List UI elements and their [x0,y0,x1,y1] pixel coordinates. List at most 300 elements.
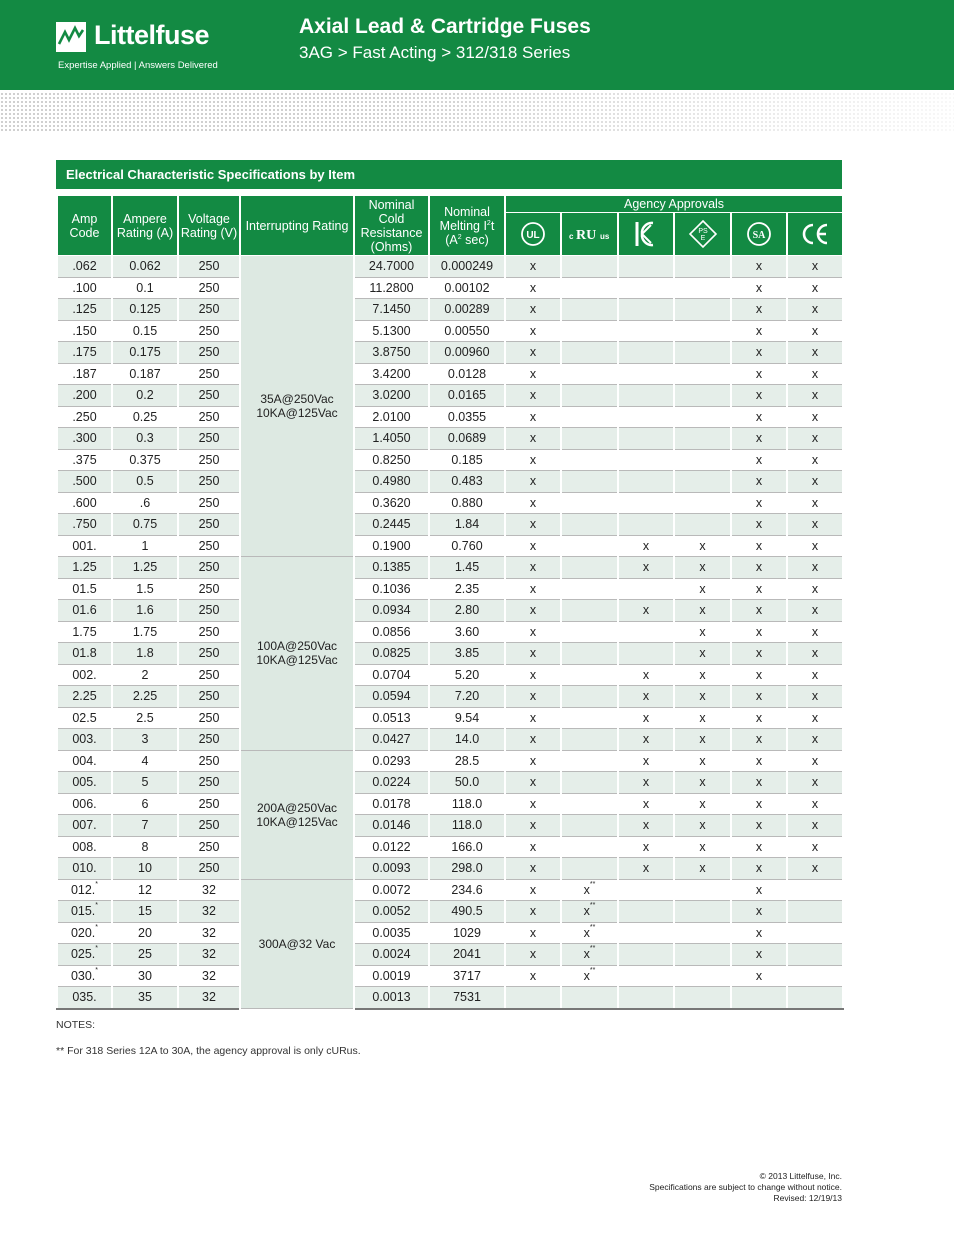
cell-agency-ce: x [787,621,843,643]
cell-agency-pse [674,256,731,278]
table-row [57,815,843,837]
cell-resistance: 0.0122 [354,836,429,858]
cell-agency-cur-us [561,858,618,880]
cell-voltage-rating: 250 [178,363,240,385]
cell-agency-cur-us [561,664,618,686]
cell-agency-pse: x [674,772,731,794]
cell-agency-ce: x [787,772,843,794]
brand-tagline: Expertise Applied | Answers Delivered [58,60,218,71]
littelfuse-mark-icon [56,22,86,52]
cell-resistance: 0.1385 [354,557,429,579]
cell-agency-pse: x [674,600,731,622]
cell-agency-ce: x [787,578,843,600]
cell-agency-ce: x [787,514,843,536]
cell-melting-i2t: 0.0128 [429,363,505,385]
svg-text:c: c [568,232,573,241]
table-row [57,686,843,708]
cell-agency-csa: x [731,363,787,385]
cell-melting-i2t: 3.85 [429,643,505,665]
cell-agency-ce: x [787,750,843,772]
cell-amp-code: 002. [57,664,112,686]
cell-amp-code: 01.5 [57,578,112,600]
cell-agency-ce: x [787,836,843,858]
cell-melting-i2t: 0.00550 [429,320,505,342]
cell-agency-kc [618,987,674,1009]
cell-ampere-rating: 5 [112,772,178,794]
cell-resistance: 0.0594 [354,686,429,708]
cell-melting-i2t: 234.6 [429,879,505,901]
cell-agency-ce: x [787,320,843,342]
cell-agency-csa: x [731,965,787,987]
cell-amp-code: .125 [57,299,112,321]
table-row [57,406,843,428]
cell-agency-pse [674,944,731,966]
cell-agency-cur-us: x** [561,944,618,966]
cell-ampere-rating: 0.062 [112,256,178,278]
table-row [57,772,843,794]
table-row [57,922,843,944]
cell-voltage-rating: 250 [178,836,240,858]
cell-agency-ul: x [505,449,561,471]
cell-agency-kc [618,428,674,450]
cell-amp-code: 012.* [57,879,112,901]
cell-agency-cur-us [561,686,618,708]
kc-icon-cell [618,213,674,256]
cell-ampere-rating: 0.187 [112,363,178,385]
cell-voltage-rating: 32 [178,901,240,923]
cell-agency-ul: x [505,729,561,751]
cell-agency-cur-us [561,643,618,665]
table-row [57,492,843,514]
cell-agency-kc [618,363,674,385]
cell-melting-i2t: 490.5 [429,901,505,923]
cell-ampere-rating: 1 [112,535,178,557]
cell-agency-ul: x [505,858,561,880]
cell-agency-csa: x [731,471,787,493]
cell-agency-ul: x [505,707,561,729]
cell-agency-kc [618,342,674,364]
cell-voltage-rating: 32 [178,922,240,944]
cell-agency-kc [618,578,674,600]
cell-agency-ce: x [787,256,843,278]
cell-agency-pse [674,299,731,321]
cell-amp-code: 01.8 [57,643,112,665]
cell-ampere-rating: 1.25 [112,557,178,579]
cell-interrupting-rating: 35A@250Vac 10KA@125Vac [240,256,354,557]
cell-resistance: 24.7000 [354,256,429,278]
col-header-amp-code: Amp Code [57,196,112,256]
cell-agency-kc: x [618,707,674,729]
cell-agency-cur-us [561,277,618,299]
cell-amp-code: .750 [57,514,112,536]
cell-amp-code: .100 [57,277,112,299]
cell-agency-ce: x [787,406,843,428]
cell-melting-i2t: 2041 [429,944,505,966]
cell-agency-cur-us [561,600,618,622]
cell-agency-ul [505,987,561,1009]
cell-agency-ce: x [787,535,843,557]
cell-resistance: 0.0024 [354,944,429,966]
cell-agency-csa: x [731,836,787,858]
svg-text:PS: PS [697,228,708,235]
cell-agency-cur-us [561,385,618,407]
cell-melting-i2t: 0.00102 [429,277,505,299]
cell-agency-csa: x [731,256,787,278]
cell-agency-pse: x [674,664,731,686]
cell-agency-cur-us [561,793,618,815]
table-row [57,557,843,579]
cell-agency-ce: x [787,557,843,579]
cell-amp-code: .375 [57,449,112,471]
cell-agency-kc [618,471,674,493]
cell-agency-ce [787,987,843,1009]
table-row [57,471,843,493]
cell-agency-pse: x [674,793,731,815]
cell-resistance: 0.0427 [354,729,429,751]
cell-resistance: 0.0825 [354,643,429,665]
table-row [57,793,843,815]
cell-resistance: 0.1900 [354,535,429,557]
cell-voltage-rating: 32 [178,879,240,901]
cell-agency-pse [674,428,731,450]
ul-icon-cell [505,213,561,256]
cell-agency-kc [618,492,674,514]
cell-melting-i2t: 1029 [429,922,505,944]
cell-resistance: 0.0704 [354,664,429,686]
cell-amp-code: 001. [57,535,112,557]
cell-agency-pse [674,342,731,364]
cell-agency-pse [674,449,731,471]
cell-ampere-rating: 0.5 [112,471,178,493]
table-row [57,901,843,923]
table-row [57,578,843,600]
cell-agency-ul: x [505,901,561,923]
cell-resistance: 11.2800 [354,277,429,299]
cell-voltage-rating: 250 [178,600,240,622]
cell-agency-csa: x [731,299,787,321]
table-row [57,342,843,364]
cell-agency-pse: x [674,750,731,772]
cell-resistance: 7.1450 [354,299,429,321]
cell-voltage-rating: 250 [178,342,240,364]
table-row [57,879,843,901]
cell-resistance: 0.8250 [354,449,429,471]
cell-melting-i2t: 0.0689 [429,428,505,450]
cell-agency-ul: x [505,320,561,342]
cell-agency-cur-us [561,987,618,1009]
cell-melting-i2t: 298.0 [429,858,505,880]
table-row [57,535,843,557]
cell-agency-csa: x [731,277,787,299]
csa-icon-cell [731,213,787,256]
cell-agency-pse [674,363,731,385]
cell-ampere-rating: 6 [112,793,178,815]
cell-interrupting-rating: 200A@250Vac 10KA@125Vac [240,750,354,879]
cell-agency-kc [618,965,674,987]
cell-voltage-rating: 250 [178,793,240,815]
cell-agency-ce: x [787,858,843,880]
cell-agency-kc [618,406,674,428]
cell-voltage-rating: 250 [178,643,240,665]
cell-agency-kc: x [618,535,674,557]
cell-voltage-rating: 250 [178,449,240,471]
cell-agency-ce: x [787,643,843,665]
cell-melting-i2t: 5.20 [429,664,505,686]
csa-icon [745,220,773,248]
cell-agency-ce: x [787,299,843,321]
cell-melting-i2t: 0.0165 [429,385,505,407]
page-footer [649,1171,842,1204]
cell-agency-ce [787,922,843,944]
cell-agency-csa: x [731,643,787,665]
cell-agency-kc [618,449,674,471]
cell-melting-i2t: 0.760 [429,535,505,557]
cell-agency-kc [618,643,674,665]
cell-resistance: 0.0052 [354,901,429,923]
cell-agency-kc [618,621,674,643]
cell-agency-ce: x [787,449,843,471]
cell-agency-kc [618,901,674,923]
cell-agency-csa: x [731,342,787,364]
cell-melting-i2t: 7531 [429,987,505,1009]
table-row [57,299,843,321]
cell-voltage-rating: 250 [178,406,240,428]
cell-agency-ce: x [787,428,843,450]
cell-resistance: 3.4200 [354,363,429,385]
cell-agency-cur-us [561,449,618,471]
col-header-interrupting-rating: Interrupting Rating [240,196,354,256]
cell-ampere-rating: 1.5 [112,578,178,600]
cell-melting-i2t: 0.00289 [429,299,505,321]
cell-agency-csa: x [731,385,787,407]
cell-amp-code: .187 [57,363,112,385]
cell-agency-ul: x [505,363,561,385]
cell-amp-code: 020.* [57,922,112,944]
cell-agency-ce: x [787,277,843,299]
cell-ampere-rating: 12 [112,879,178,901]
cell-agency-cur-us: x** [561,901,618,923]
cell-melting-i2t: 0.185 [429,449,505,471]
cell-agency-kc: x [618,729,674,751]
cell-agency-ul: x [505,965,561,987]
cell-agency-ce [787,879,843,901]
cell-agency-ce: x [787,686,843,708]
cell-agency-cur-us [561,406,618,428]
cell-ampere-rating: 20 [112,922,178,944]
cell-voltage-rating: 250 [178,750,240,772]
cell-agency-pse: x [674,557,731,579]
cell-agency-kc: x [618,793,674,815]
cell-ampere-rating: .6 [112,492,178,514]
table-row [57,987,843,1009]
cell-melting-i2t: 7.20 [429,686,505,708]
table-row [57,449,843,471]
cell-voltage-rating: 250 [178,535,240,557]
cell-voltage-rating: 250 [178,385,240,407]
cell-agency-csa: x [731,492,787,514]
cell-agency-ul: x [505,772,561,794]
cur-us-icon [568,222,612,246]
cell-agency-kc [618,879,674,901]
cell-melting-i2t: 50.0 [429,772,505,794]
cell-agency-pse: x [674,621,731,643]
col-header-agency-approvals: Agency Approvals [505,196,843,213]
cell-melting-i2t: 0.0355 [429,406,505,428]
cell-agency-ul: x [505,750,561,772]
cell-voltage-rating: 32 [178,987,240,1009]
cell-ampere-rating: 0.175 [112,342,178,364]
cell-agency-ul: x [505,643,561,665]
cell-ampere-rating: 2 [112,664,178,686]
pse-icon [688,219,718,249]
cell-resistance: 0.0146 [354,815,429,837]
cell-agency-pse [674,901,731,923]
cell-agency-cur-us: x** [561,879,618,901]
cell-agency-csa: x [731,664,787,686]
cell-melting-i2t: 1.45 [429,557,505,579]
cell-agency-cur-us: x** [561,965,618,987]
cell-resistance: 0.0178 [354,793,429,815]
cell-resistance: 0.0224 [354,772,429,794]
cell-melting-i2t: 118.0 [429,815,505,837]
cell-ampere-rating: 1.75 [112,621,178,643]
cell-agency-cur-us [561,836,618,858]
cell-agency-cur-us [561,535,618,557]
cell-agency-csa: x [731,707,787,729]
col-header-melting: Nominal Melting $I^2t$ ($A^2$ sec) [429,196,505,256]
cell-agency-cur-us [561,578,618,600]
cell-resistance: 0.4980 [354,471,429,493]
cell-agency-cur-us [561,299,618,321]
cell-melting-i2t: 9.54 [429,707,505,729]
cell-melting-i2t: 28.5 [429,750,505,772]
cell-agency-ce: x [787,492,843,514]
cell-voltage-rating: 250 [178,277,240,299]
cell-agency-cur-us: x** [561,922,618,944]
cell-agency-csa: x [731,750,787,772]
cell-agency-cur-us [561,471,618,493]
cell-agency-csa: x [731,535,787,557]
cell-agency-csa: x [731,729,787,751]
cell-agency-pse: x [674,729,731,751]
cell-voltage-rating: 250 [178,664,240,686]
cell-agency-ul: x [505,342,561,364]
cell-ampere-rating: 25 [112,944,178,966]
cell-amp-code: 003. [57,729,112,751]
cell-ampere-rating: 10 [112,858,178,880]
cell-agency-cur-us [561,750,618,772]
col-header-resistance: Nominal Cold Resistance (Ohms) [354,196,429,256]
cell-melting-i2t: 0.000249 [429,256,505,278]
cell-agency-kc: x [618,557,674,579]
cell-melting-i2t: 2.35 [429,578,505,600]
cell-voltage-rating: 250 [178,320,240,342]
cell-agency-pse: x [674,643,731,665]
cell-melting-i2t: 0.00960 [429,342,505,364]
cell-amp-code: .150 [57,320,112,342]
cell-ampere-rating: 2.25 [112,686,178,708]
note-item: ** For 318 Series 12A to 30A, the agency approval is only cURus. [56,1045,361,1057]
pse-icon-cell [674,213,731,256]
cell-resistance: 2.0100 [354,406,429,428]
cell-agency-kc: x [618,750,674,772]
cell-agency-pse [674,879,731,901]
cell-agency-csa: x [731,686,787,708]
cell-agency-ul: x [505,428,561,450]
cell-ampere-rating: 3 [112,729,178,751]
cell-agency-ce: x [787,707,843,729]
cell-agency-ce [787,944,843,966]
cell-resistance: 0.0035 [354,922,429,944]
table-row [57,428,843,450]
page-subtitle: 3AG > Fast Acting > 312/318 Series [299,43,571,62]
cell-agency-pse [674,987,731,1009]
table-row [57,643,843,665]
cell-amp-code: 2.25 [57,686,112,708]
cell-agency-csa: x [731,320,787,342]
page-header [0,0,954,90]
cell-voltage-rating: 32 [178,944,240,966]
cell-agency-csa [731,987,787,1009]
cell-agency-pse [674,385,731,407]
spec-table [56,196,844,1010]
brand-name: Littelfuse [94,20,210,50]
cell-voltage-rating: 250 [178,299,240,321]
ul-icon [519,220,547,248]
cell-agency-ul: x [505,385,561,407]
table-row [57,363,843,385]
cell-agency-ul: x [505,406,561,428]
cell-resistance: 0.0293 [354,750,429,772]
cell-agency-ce: x [787,471,843,493]
cell-voltage-rating: 250 [178,621,240,643]
cell-interrupting-rating: 300A@32 Vac [240,879,354,1009]
cell-agency-ul: x [505,664,561,686]
col-header-ampere-rating: Ampere Rating (A) [112,196,178,256]
cell-melting-i2t: 118.0 [429,793,505,815]
cell-agency-csa: x [731,815,787,837]
cell-amp-code: .600 [57,492,112,514]
cell-agency-pse [674,922,731,944]
cell-amp-code: 007. [57,815,112,837]
cell-melting-i2t: 3.60 [429,621,505,643]
cell-agency-ul: x [505,471,561,493]
cell-agency-csa: x [731,944,787,966]
cell-agency-csa: x [731,793,787,815]
cell-agency-csa: x [731,901,787,923]
table-row [57,707,843,729]
cell-amp-code: 025.* [57,944,112,966]
cell-agency-pse: x [674,578,731,600]
cell-agency-kc: x [618,772,674,794]
ce-icon-cell [787,213,843,256]
cell-agency-cur-us [561,256,618,278]
cell-ampere-rating: 0.3 [112,428,178,450]
cell-agency-kc [618,514,674,536]
cell-agency-pse: x [674,858,731,880]
cell-agency-pse: x [674,836,731,858]
cell-ampere-rating: 0.25 [112,406,178,428]
cell-agency-ce: x [787,385,843,407]
cell-melting-i2t: 14.0 [429,729,505,751]
svg-text:RU: RU [575,228,596,243]
cell-agency-csa: x [731,406,787,428]
cell-voltage-rating: 250 [178,815,240,837]
cell-agency-ul: x [505,621,561,643]
table-row [57,836,843,858]
cell-amp-code: 030.* [57,965,112,987]
cell-agency-csa: x [731,578,787,600]
